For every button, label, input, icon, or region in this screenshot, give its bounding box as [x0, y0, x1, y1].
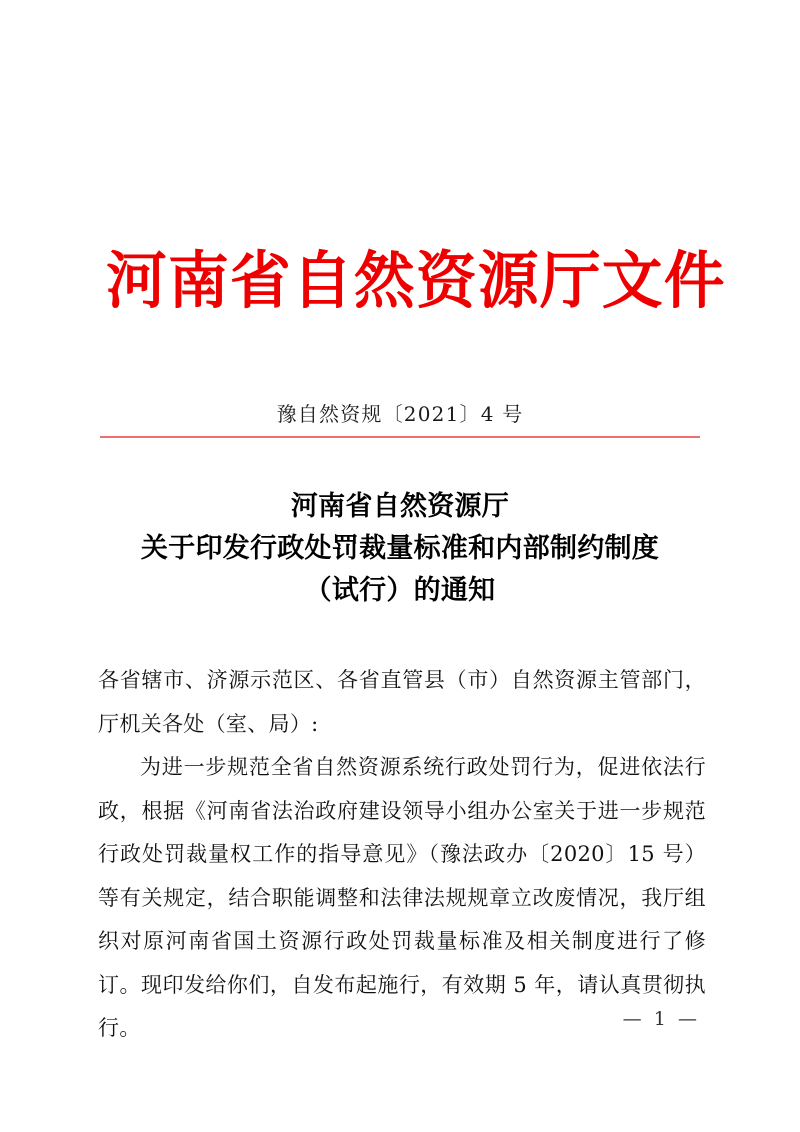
masthead-title: 河南省自然资源厅文件 [106, 244, 726, 317]
document-title-line-3: （试行）的通知 [304, 575, 496, 606]
document-title-line-2: 关于印发行政处罚裁量标准和内部制约制度 [140, 533, 660, 564]
document-title-block [100, 486, 700, 612]
body-addressee: 各省辖市、济源示范区、各省直管县（市）自然资源主管部门，厅机关各处（室、局）: [98, 668, 706, 736]
red-separator-rule [100, 436, 700, 438]
page-number-footer: — 1 — [622, 1008, 700, 1030]
document-body [98, 659, 706, 1051]
document-serial-number: 豫自然资规〔2021〕4 号 [276, 402, 524, 426]
document-title-line-1: 河南省自然资源厅 [290, 491, 510, 522]
masthead [100, 244, 726, 318]
body-paragraph-1: 为进一步规范全省自然资源系统行政处罚行为，促进依法行政，根据《河南省法治政府建设领导小组办公室关于进一步规范行政处罚裁量权工作的指导意见》（豫法政办〔2020〕15 号）等有关规定，结合职能调整和法律法规规章立改废情况，我厅组织对原河南省国土资源行政处罚裁量标准及相关制度进行了修订。现印发给你们，自发布起施行，有效期 5 年，请认真贯彻执行。 [98, 755, 706, 1040]
